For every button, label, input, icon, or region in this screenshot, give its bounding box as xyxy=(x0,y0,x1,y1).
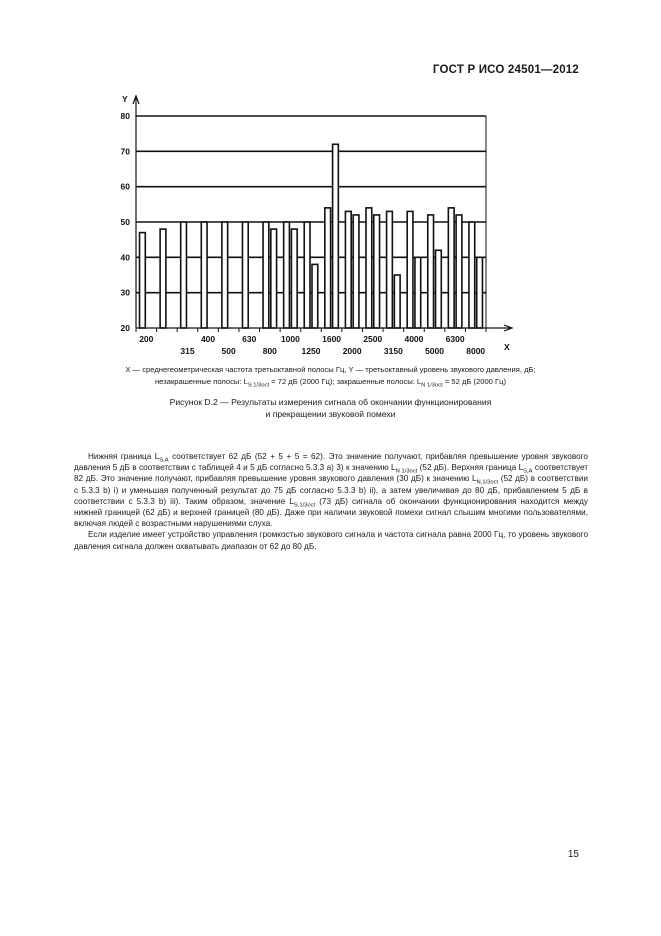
p1-sub-1: S,A xyxy=(159,457,169,464)
p1-text-d: соответствует 82 дБ. Это значение получают, прибавляя превышение уровня звукового давления (30 дБ) к значению L xyxy=(74,463,588,484)
legend-sub-1: S 1/3oct xyxy=(247,382,270,389)
x-tick-label: 6300 xyxy=(445,334,465,344)
figure-caption xyxy=(70,396,591,420)
legend-text-b: = 72 дБ (2000 Гц); закрашенные полосы: L xyxy=(269,377,422,386)
legend-text-c: = 52 дБ (2000 Гц) xyxy=(442,377,507,386)
legend-line-1: X — среднегеометрическая частота третьоктавной полосы Гц, Y — третьоктавный уровень звукового давления, дБ; xyxy=(125,365,536,374)
body-text xyxy=(74,451,588,552)
figure-bar-chart xyxy=(96,88,526,358)
bar-signal xyxy=(436,250,442,328)
x-tick-label: 2000 xyxy=(342,346,362,356)
p1-text-a: Нижняя граница L xyxy=(88,452,160,461)
p1-text-f: (73 дБ) сигнала об окончании функционирования находится между нижней границей (62 дБ) и верхней границей (80 дБ). Даже при наличии звуковой помехи сигнал слышим многими пользователями, включая людей с возрастными нарушениями слуха. xyxy=(74,496,588,529)
bar-signal xyxy=(374,215,380,328)
x-tick-label: 8000 xyxy=(466,346,486,356)
p1-text-e: (52 дБ) в соответствии с 5.3.3 b) i) и уменьшая полученный результат до 75 дБ согласно 5.3.3 b) ii), а затем увеличивая до 80 дБ, прибавлением 5 дБ в соответствии с 5.3.3 b) iii). Таким образом, значение L xyxy=(74,474,588,506)
bar-noise xyxy=(407,211,413,328)
chart-x-tick-labels xyxy=(139,334,485,356)
x-tick-label: 200 xyxy=(139,334,154,344)
x-tick-label: 630 xyxy=(242,334,257,344)
bar-noise xyxy=(428,215,434,328)
bar-noise xyxy=(201,222,207,328)
x-tick-label: 5000 xyxy=(425,346,444,356)
bar-signal xyxy=(333,144,339,328)
y-tick-label: 30 xyxy=(120,287,130,298)
bar-noise xyxy=(160,229,166,328)
bar-noise xyxy=(242,222,248,328)
bar-noise xyxy=(448,208,454,328)
chart-y-axis-label: Y xyxy=(122,94,128,104)
x-tick-label: 4000 xyxy=(404,334,424,344)
chart-x-axis-label: X xyxy=(504,342,510,352)
bar-signal xyxy=(456,215,462,328)
chart-y-tick-labels xyxy=(121,111,131,333)
bar-signal xyxy=(353,215,359,328)
legend-text-a: незакрашенные полосы: L xyxy=(154,377,248,386)
bar-noise xyxy=(181,222,187,328)
bar-signal xyxy=(312,264,318,328)
x-tick-label: 400 xyxy=(200,334,216,344)
p1-text-b: соответствует 62 дБ (52 + 5 + 5 = 62). Это значение получают, прибавляя превышение уровня звукового давления 5 дБ в соответствии с таблицей 4 и 5 дБ согласно 5.3.3 а) 3) к значению L xyxy=(74,452,588,473)
bar-noise xyxy=(366,208,372,328)
legend-line-2 xyxy=(70,376,591,388)
paragraph-1 xyxy=(74,451,588,529)
caption-line-1: Рисунок D.2 — Результаты измерения сигнала об окончании функционирования xyxy=(169,397,492,407)
figure-legend xyxy=(70,364,591,388)
p1-sub-3: S,A xyxy=(523,468,533,475)
p1-sub-4: N,1/3oct xyxy=(476,480,499,487)
x-tick-label: 1250 xyxy=(301,346,321,356)
caption-line-2: и прекращении звуковой помехи xyxy=(265,409,396,419)
bar-noise xyxy=(345,211,351,328)
bar-signal xyxy=(415,257,421,328)
x-tick-label: 500 xyxy=(221,346,236,356)
y-tick-label: 70 xyxy=(120,146,130,157)
legend-sub-2: N 1/3oct xyxy=(421,382,443,389)
p1-sub-2: N 1/3oct xyxy=(395,468,418,475)
x-tick-label: 800 xyxy=(262,346,277,356)
bar-noise xyxy=(304,222,310,328)
bar-signal xyxy=(477,257,483,328)
bar-noise xyxy=(469,222,475,328)
chart-bars xyxy=(140,144,483,328)
y-tick-label: 40 xyxy=(120,252,130,263)
bar-noise xyxy=(263,222,269,328)
x-tick-label: 1000 xyxy=(280,334,300,344)
bar-noise xyxy=(140,233,146,328)
bar-noise xyxy=(284,222,290,328)
p1-text-c: (52 дБ). Верхняя граница L xyxy=(417,463,524,473)
bar-signal xyxy=(271,229,277,328)
y-tick-label: 20 xyxy=(120,323,130,333)
bar-noise xyxy=(325,208,331,328)
p1-sub-5: S,1/3oct xyxy=(293,502,316,509)
y-tick-label: 60 xyxy=(120,181,130,192)
bar-noise xyxy=(222,222,228,328)
bar-signal xyxy=(394,275,400,328)
chart-axes xyxy=(133,96,512,332)
x-tick-label: 2500 xyxy=(363,334,383,344)
document-header: ГОСТ Р ИСО 24501—2012 xyxy=(432,64,579,76)
bar-signal xyxy=(291,229,297,328)
page-number: 15 xyxy=(567,849,579,860)
x-tick-label: 1600 xyxy=(322,334,342,344)
x-tick-label: 315 xyxy=(180,346,195,356)
y-tick-label: 80 xyxy=(120,111,130,121)
bar-noise xyxy=(387,211,393,328)
y-tick-label: 50 xyxy=(120,217,130,227)
x-tick-label: 3150 xyxy=(383,346,403,356)
paragraph-2: Если изделие имеет устройство управления громкостью звукового сигнала и частота сигнала равна 2000 Гц, то уровень звукового давления сигнала должен охватывать диапазон от 62 до 80 дБ. xyxy=(74,530,588,551)
